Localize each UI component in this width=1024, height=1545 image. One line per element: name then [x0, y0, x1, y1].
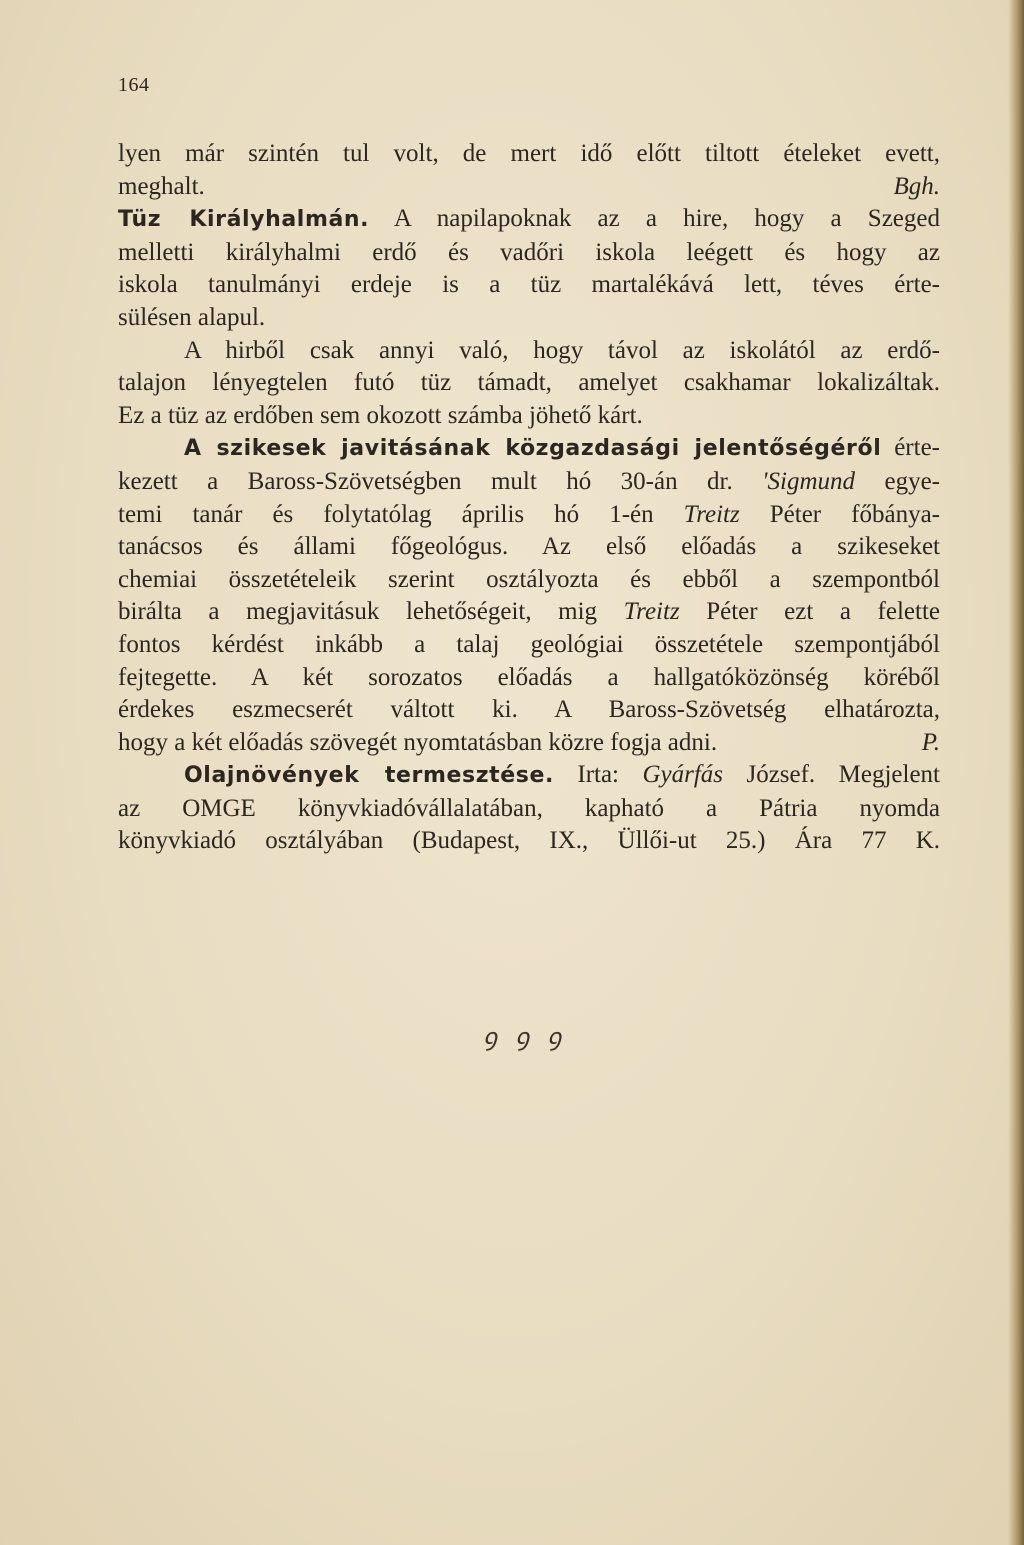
text-segment: érte-	[881, 434, 940, 462]
text-line	[184, 432, 940, 466]
text-segment: temi tanár és folytatólag április hó 1-én	[118, 500, 684, 528]
section-heading: Tüz Királyhalmán.	[118, 207, 370, 233]
signature: P.	[921, 728, 940, 756]
text-line: chemiai összetételeik szerint osztályozta és ebből a szempontból	[118, 565, 940, 593]
section-heading: A szikesek javitásának közgazdasági jelentőségéről	[184, 436, 882, 462]
person-name: Treitz	[683, 500, 740, 528]
text-line	[184, 759, 940, 793]
paragraph-2	[118, 203, 940, 334]
text-segment: egye-	[855, 467, 940, 495]
text-line: melletti királyhalmi erdő és vadőri iskola leégett és hogy az	[118, 238, 940, 266]
text-line: Ez a tüz az erdőben sem okozott számba jöhető kárt.	[118, 401, 643, 429]
text-line	[118, 203, 940, 237]
text-line: iskola tanulmányi erdeje is a tüz martalékává lett, téves érte-	[118, 271, 940, 299]
text-line: fejtegette. A két sorozatos előadás a hallgatóközönség köréből	[118, 663, 940, 691]
ornament-divider: ꝯ ꝯ ꝯ	[482, 1025, 568, 1051]
paragraph-1	[118, 138, 940, 203]
text-line: érdekes eszmecserét váltott ki. A Baross-Szövetség elhatározta,	[118, 696, 940, 724]
signature: Bgh.	[893, 172, 940, 200]
text-line: könyvkiadó osztályában (Budapest, IX., Üllői-ut 25.) Ára 77 K.	[118, 827, 940, 855]
paragraph-5	[118, 759, 940, 793]
text-line: lyen már szintén tul volt, de mert idő előtt tiltott ételeket evett,	[118, 140, 940, 167]
paragraph-4-continued	[118, 466, 940, 759]
person-name: Treitz	[623, 598, 680, 626]
text-line	[118, 727, 940, 760]
text-line: tanácsos és állami főgeológus. Az első előadás a szikeseket	[118, 533, 940, 561]
text-segment: birálta a megjavitásuk lehetőségeit, mig	[118, 598, 624, 626]
paragraph-3	[118, 335, 940, 368]
text-segment: hogy a két előadás szövegét nyomtatásban közre fogja adni.	[118, 728, 718, 756]
text-segment: meghalt.	[118, 172, 205, 200]
person-name: Gyárfás	[642, 761, 724, 789]
page-number: 164	[118, 74, 150, 96]
text-line	[118, 596, 940, 629]
text-line	[118, 171, 940, 204]
text-line: A hirből csak annyi való, hogy távol az iskolától az erdő-	[184, 336, 940, 364]
text-segment: Irta:	[553, 761, 643, 789]
text-line: talajon lényegtelen futó tüz támadt, amelyet csakhamar lokalizáltak.	[118, 369, 940, 397]
text-line	[118, 499, 940, 532]
text-line: sülésen alapul.	[118, 303, 266, 331]
text-segment: Péter ezt a felette	[679, 598, 940, 626]
text-segment: kezett a Baross-Szövetségben mult hó 30-án dr.	[118, 467, 763, 495]
paragraph-5-continued	[118, 793, 940, 858]
text-segment: Péter főbánya-	[739, 500, 940, 528]
person-name: 'Sigmund	[762, 467, 856, 495]
section-heading: Olajnövények termesztése.	[184, 763, 554, 789]
paragraph-4	[118, 432, 940, 466]
text-line: az OMGE könyvkiadóvállalatában, kapható a Pátria nyomda	[118, 794, 940, 822]
text-line	[118, 466, 940, 499]
article-text	[118, 138, 940, 858]
paragraph-3-continued	[118, 367, 940, 432]
page-edge-shadow	[1008, 0, 1024, 1545]
text-segment: József. Megjelent	[723, 761, 940, 789]
text-segment: A napilapoknak az a hire, hogy a Szeged	[369, 205, 940, 233]
text-line: fontos kérdést inkább a talaj geológiai összetétele szempontjából	[118, 630, 940, 658]
